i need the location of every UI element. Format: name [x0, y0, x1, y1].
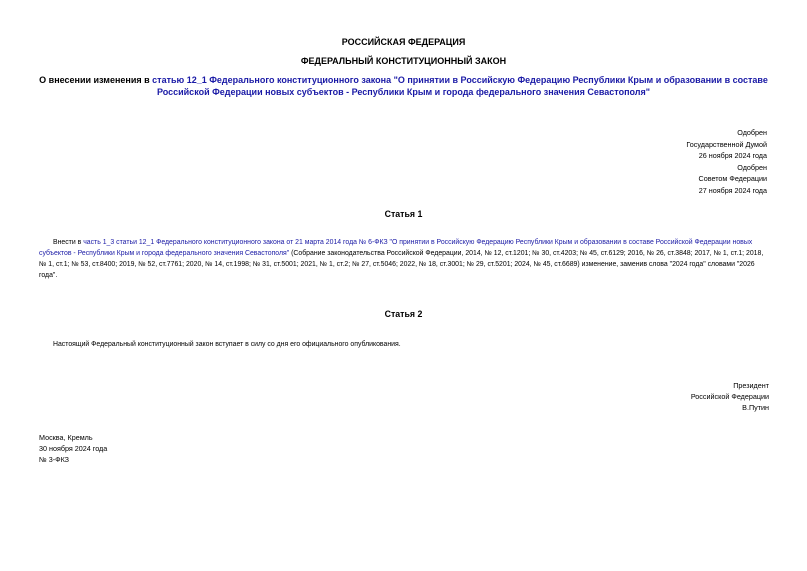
law-number-line: № 3-ФКЗ: [39, 454, 70, 464]
approval-line: Государственной Думой: [686, 139, 767, 149]
law-title: [20, 74, 787, 98]
place-date-block: [39, 433, 239, 465]
article-1-text-link[interactable]: часть 1_3 статьи 12_1 Федерального конституционного закона от 21 марта 2014 года № 6-ФКЗ "О принятии в Российскую Федерацию Республики Крым и образовании в составе Российской Федерации новых субъектов - Республики Крым и города федерального значения Севастополя": [39, 239, 753, 257]
signature-line: Президент: [733, 381, 769, 390]
article-1-text-prefix: Внести в: [53, 239, 84, 246]
law-title-link[interactable]: статью 12_1 Федерального конституционного закона "О принятии в Российскую Федерацию Республики Крым и образовании в составе Российской Федерации новых субъектов - Республики Крым и города федерального значения Севастополя": [152, 75, 768, 97]
law-title-prefix: О внесении изменения в: [39, 75, 153, 85]
article-2-heading: Статья 2: [384, 309, 423, 319]
approval-line: 26 ноября 2024 года: [698, 151, 767, 161]
country-heading: РОССИЙСКАЯ ФЕДЕРАЦИЯ: [341, 37, 466, 47]
law-type-heading: ФЕДЕРАЛЬНЫЙ КОНСТИТУЦИОННЫЙ ЗАКОН: [300, 56, 507, 66]
approval-line: 27 ноября 2024 года: [698, 185, 767, 195]
place-line: Москва, Кремль: [39, 433, 93, 442]
signature-line: В.Путин: [742, 403, 769, 413]
article-1-text-suffix: (Собрание законодательства Российской Федерации, 2014, № 12, ст.1201; № 30, ст.4203; № 45, ст.6129; 2016, № 26, ст.3848; 2017, № 1, ст.1; 2018, № 1, ст.1; № 53, ст.8400; 2019, № 52, ст.7761; 2020, № 14, ст.1998; № 31, ст.5001; 2021, № 1, ст.2; № 27, ст.5046; 2022, № 18, ст.3001; № 29, ст.5201; 2024, № 45, ст.6689) изменение, заменив слова "2024 года" словами "2026 года".: [39, 249, 764, 279]
article-1-heading: Статья 1: [384, 209, 423, 219]
article-1-text: [39, 238, 772, 282]
article-2-text: Настоящий Федеральный конституционный закон вступает в силу со дня его официального опубликования.: [53, 341, 401, 348]
signature-line: Российской Федерации: [690, 392, 769, 402]
signature-block: [569, 380, 769, 414]
approval-line: Одобрен: [737, 128, 767, 137]
approval-line: Одобрен: [737, 162, 767, 172]
date-line: 30 ноября 2024 года: [39, 443, 108, 453]
approval-line: Советом Федерации: [698, 174, 767, 184]
approval-block: [547, 127, 767, 197]
